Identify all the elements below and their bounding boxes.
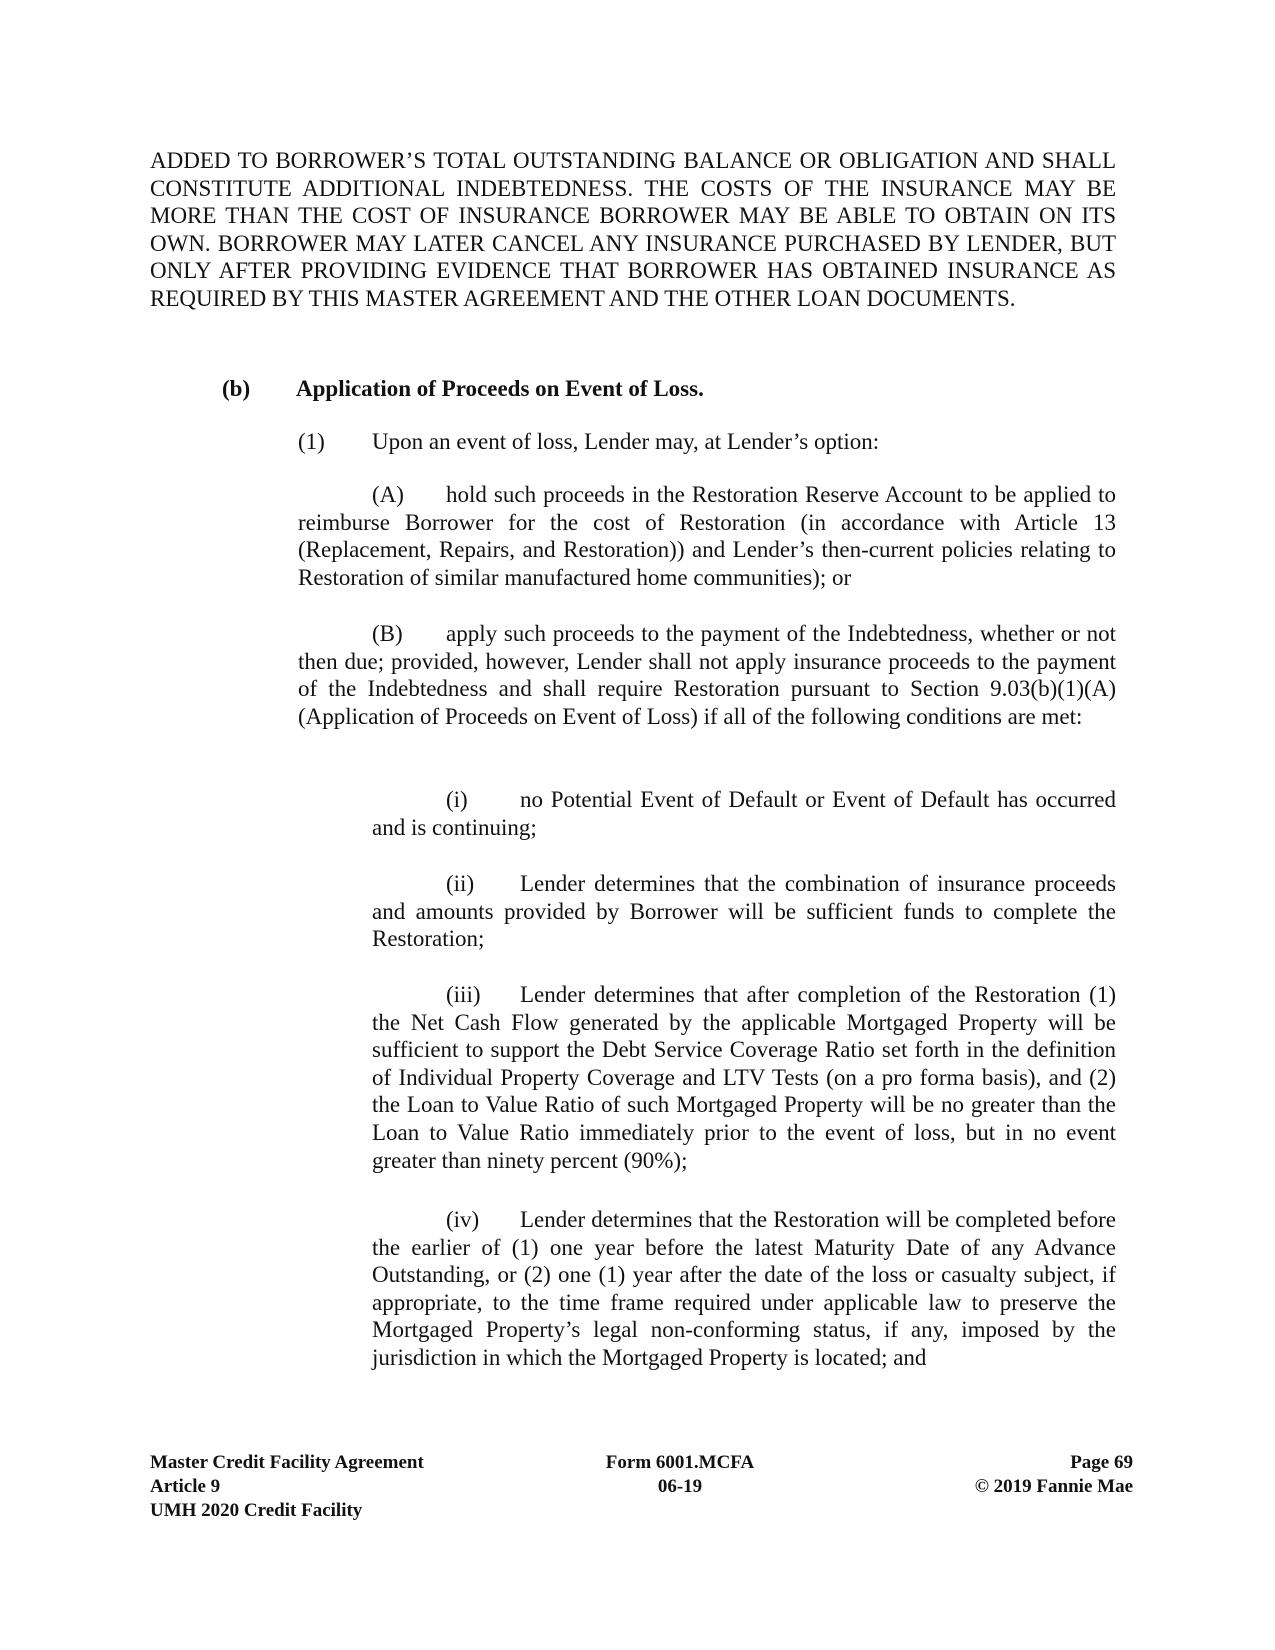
- item-i-label: (i): [446, 787, 468, 812]
- section-title: Application of Proceeds on Event of Loss.: [296, 376, 704, 401]
- item-iii: [372, 981, 1116, 1174]
- footer-facility-name: UMH 2020 Credit Facility: [150, 1500, 363, 1521]
- item-iii-label: (iii): [446, 982, 481, 1007]
- item-1-text: Upon an event of loss, Lender may, at Lender’s option:: [372, 429, 880, 454]
- caps-paragraph: ADDED TO BORROWER’S TOTAL OUTSTANDING BALANCE OR OBLIGATION AND SHALL CONSTITUTE ADDITIONAL INDEBTEDNESS. THE COSTS OF THE INSURANCE MAY BE MORE THAN THE COST OF INSURANCE BORROWER MAY BE ABLE TO OBTAIN ON ITS OWN. BORROWER MAY LATER CANCEL ANY INSURANCE PURCHASED BY LENDER, BUT ONLY AFTER PROVIDING EVIDENCE THAT BORROWER HAS OBTAINED INSURANCE AS REQUIRED BY THIS MASTER AGREEMENT AND THE OTHER LOAN DOCUMENTS.: [150, 148, 1116, 311]
- section-heading-b: [222, 376, 704, 402]
- item-1: [298, 429, 879, 455]
- item-A-label: (A): [372, 482, 404, 507]
- item-B-label: (B): [372, 621, 403, 646]
- item-1-label: (1): [298, 429, 325, 454]
- item-A: [298, 481, 1116, 591]
- item-ii: [372, 870, 1116, 953]
- footer-form-date: 06-19: [657, 1476, 703, 1497]
- item-B: [298, 620, 1116, 730]
- footer-agreement-title: Master Credit Facility Agreement: [150, 1452, 424, 1473]
- item-iv-text: Lender determines that the Restoration will be completed before the earlier of (1) one year before the latest Maturity Date of any Advance Outstanding, or (2) one (1) year after the date of the loss or casualty subject, if appropriate, to the time frame required under applicable law to preserve the Mortgaged Property’s legal non-conforming status, if any, imposed by the jurisdiction in which the Mortgaged Property is located; and: [372, 1207, 1116, 1370]
- item-i: [372, 786, 1116, 841]
- footer-right: [900, 1451, 1133, 1499]
- footer-copyright: © 2019 Fannie Mae: [974, 1476, 1133, 1497]
- footer-left: [150, 1451, 424, 1523]
- item-ii-label: (ii): [446, 871, 475, 896]
- item-ii-text: Lender determines that the combination of insurance proceeds and amounts provided by Borrower will be sufficient funds to complete the Restoration;: [372, 871, 1116, 952]
- footer-article: Article 9: [150, 1476, 221, 1497]
- item-iv-label: (iv): [446, 1207, 480, 1232]
- item-iii-text: Lender determines that after completion of the Restoration (1) the Net Cash Flow generated by the applicable Mortgaged Property will be sufficient to support the Debt Service Coverage Ratio set forth in the definition of Individual Property Coverage and LTV Tests (on a pro forma basis), and (2) the Loan to Value Ratio of such Mortgaged Property will be no greater than the Loan to Value Ratio immediately prior to the event of loss, but in no event greater than ninety percent (90%);: [372, 982, 1116, 1173]
- item-A-text: hold such proceeds in the Restoration Reserve Account to be applied to reimburse Borrower for the cost of Restoration (in accordance with Article 13 (Replacement, Repairs, and Restoration)) and Lender’s then-current policies relating to Restoration of similar manufactured home communities); or: [298, 482, 1116, 590]
- footer-center: [560, 1451, 800, 1499]
- item-iv: [372, 1206, 1116, 1372]
- footer-page-number: Page 69: [1070, 1452, 1133, 1473]
- item-i-text: no Potential Event of Default or Event of Default has occurred and is continuing;: [372, 787, 1116, 840]
- item-B-text: apply such proceeds to the payment of the Indebtedness, whether or not then due; provided, however, Lender shall not apply insurance proceeds to the payment of the Indebtedness and shall require Restoration pursuant to Section 9.03(b)(1)(A) (Application of Proceeds on Event of Loss) if all of the following conditions are met:: [298, 621, 1116, 729]
- footer-form-number: Form 6001.MCFA: [605, 1452, 755, 1473]
- section-label: (b): [222, 376, 251, 401]
